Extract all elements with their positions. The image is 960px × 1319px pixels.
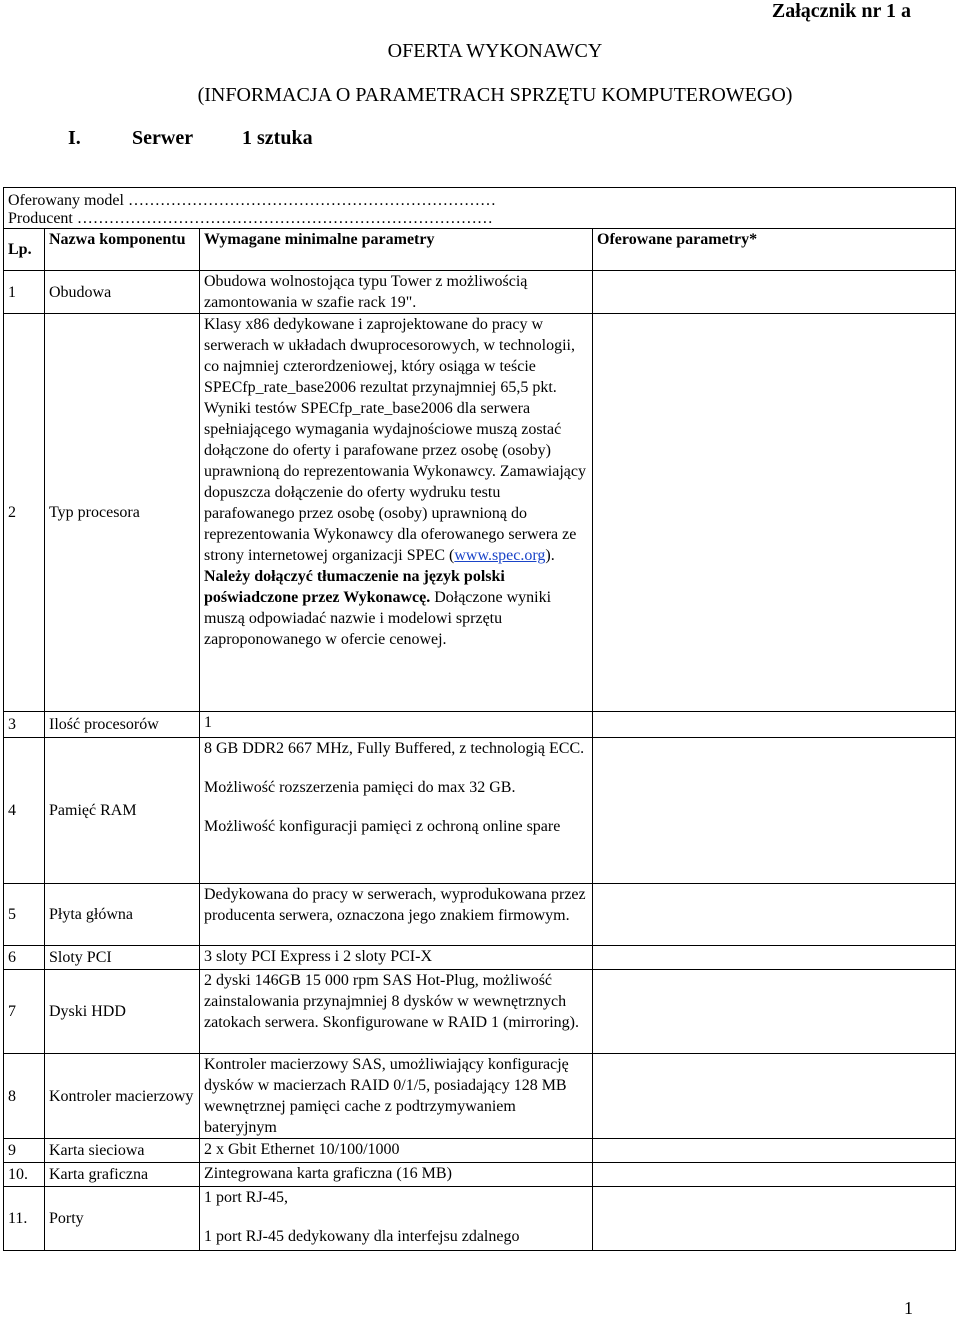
row-required: 2 x Gbit Ethernet 10/100/1000 bbox=[200, 1139, 593, 1163]
row-required: Kontroler macierzowy SAS, umożliwiający konfigurację dysków w macierzach RAID 0/1/5, posiadający 128 MB wewnętrznej pamięci cache z podtrzymywaniem bateryjnym bbox=[200, 1054, 593, 1139]
row-required: 2 dyski 146GB 15 000 rpm SAS Hot-Plug, możliwość zainstalowania przynajmniej 8 dysków w wewnętrznych zatokach serwera. Skonfigurowane w RAID 1 (mirroring). bbox=[200, 970, 593, 1054]
row-component: Typ procesora bbox=[45, 314, 200, 712]
document-subtitle: (INFORMACJA O PARAMETRACH SPRZĘTU KOMPUTEROWEGO) bbox=[197, 84, 793, 106]
table-row bbox=[4, 884, 956, 946]
header-required: Wymagane minimalne parametry bbox=[200, 229, 593, 271]
row-lp: 9 bbox=[4, 1139, 45, 1163]
row-required: 3 sloty PCI Express i 2 sloty PCI-X bbox=[200, 946, 593, 970]
offered-model-field[interactable]: Oferowany model …………………………………………………………… bbox=[8, 192, 496, 209]
row-required: 1 bbox=[200, 712, 593, 738]
table-header-row bbox=[4, 229, 956, 271]
offered-input[interactable] bbox=[593, 1139, 956, 1163]
offered-input[interactable] bbox=[593, 1163, 956, 1187]
offered-input[interactable] bbox=[593, 1054, 956, 1139]
offered-input[interactable] bbox=[593, 738, 956, 884]
table-row bbox=[4, 738, 956, 884]
row-lp: 3 bbox=[4, 712, 45, 738]
document-title: OFERTA WYKONAWCY bbox=[387, 40, 603, 62]
row-lp: 10. bbox=[4, 1163, 45, 1187]
row-component: Płyta główna bbox=[45, 884, 200, 946]
row-lp: 6 bbox=[4, 946, 45, 970]
row-required: Zintegrowana karta graficzna (16 MB) bbox=[200, 1163, 593, 1187]
table-row bbox=[4, 1187, 956, 1251]
spec-link[interactable]: www.spec.org bbox=[454, 547, 546, 564]
row-required: Obudowa wolnostojąca typu Tower z możliwością zamontowania w szafie rack 19". bbox=[200, 271, 593, 314]
row-component: Karta graficzna bbox=[45, 1163, 200, 1187]
row-component: Dyski HDD bbox=[45, 970, 200, 1054]
table-row bbox=[4, 946, 956, 970]
offered-input[interactable] bbox=[593, 712, 956, 738]
section-heading bbox=[68, 127, 313, 150]
offered-input[interactable] bbox=[593, 970, 956, 1054]
header-lp: Lp. bbox=[4, 229, 45, 271]
table-row bbox=[4, 970, 956, 1054]
offered-model-row bbox=[4, 188, 956, 211]
row-lp: 8 bbox=[4, 1054, 45, 1139]
row-component: Sloty PCI bbox=[45, 946, 200, 970]
attachment-label: Załącznik nr 1 a bbox=[771, 0, 911, 22]
page-number: 1 bbox=[904, 1298, 913, 1318]
section-number: I. bbox=[68, 127, 81, 149]
spec-table bbox=[3, 187, 956, 1251]
row-component: Pamięć RAM bbox=[45, 738, 200, 884]
row-lp: 5 bbox=[4, 884, 45, 946]
section-name: Serwer bbox=[132, 127, 194, 149]
section-quantity: 1 sztuka bbox=[242, 127, 313, 149]
row-lp: 4 bbox=[4, 738, 45, 884]
row-component: Porty bbox=[45, 1187, 200, 1251]
row-required: Klasy x86 dedykowane i zaprojektowane do pracy w serwerach w układach dwuprocesorowych, w technologii, co najmniej czterordzeniowej, który osiąga w teście SPECfp_rate_base2006 rezultat przynajmniej 65,5 pkt. Wyniki testów SPECfp_rate_base2006 dla serwera spełniającego wymagania wydajnościowe muszą zostać dołączone do oferty i parafowane przez osobę (osoby) uprawnioną do reprezentowania Wykonawcy. Zamawiający dopuszcza dołączenie do oferty wydruku testu parafowanego przez osobę (osoby) uprawnioną do reprezentowania Wykonawcy dla oferowanego serwera ze strony internetowej organizacji SPEC (www.spec.org). Należy dołączyć tłumaczenie na język polski poświadczone przez Wykonawcę. Dołączone wyniki muszą odpowiadać nazwie i modelowi sprzętu zaproponowanego w ofercie cenowej. bbox=[200, 314, 593, 712]
offered-input[interactable] bbox=[593, 946, 956, 970]
row-required: Dedykowana do pracy w serwerach, wyprodukowana przez producenta serwera, oznaczona jego znakiem firmowym. bbox=[200, 884, 593, 946]
offered-input[interactable] bbox=[593, 1187, 956, 1251]
offered-input[interactable] bbox=[593, 884, 956, 946]
row-required: 1 port RJ-45, 1 port RJ-45 dedykowany dla interfejsu zdalnego bbox=[200, 1187, 593, 1251]
row-required: 8 GB DDR2 667 MHz, Fully Buffered, z technologią ECC. Możliwość rozszerzenia pamięci do max 32 GB. Możliwość konfiguracji pamięci z ochroną online spare bbox=[200, 738, 593, 884]
table-row bbox=[4, 712, 956, 738]
table-row bbox=[4, 1139, 956, 1163]
table-row bbox=[4, 1054, 956, 1139]
producer-row bbox=[4, 210, 956, 229]
row-component: Ilość procesorów bbox=[45, 712, 200, 738]
row-component: Obudowa bbox=[45, 271, 200, 314]
header-offered: Oferowane parametry* bbox=[593, 229, 956, 271]
row-lp: 7 bbox=[4, 970, 45, 1054]
translation-note: Należy dołączyć tłumaczenie na język polski poświadczone przez Wykonawcę. bbox=[204, 568, 505, 606]
table-row bbox=[4, 271, 956, 314]
row-lp: 1 bbox=[4, 271, 45, 314]
table-row bbox=[4, 1163, 956, 1187]
offered-input[interactable] bbox=[593, 271, 956, 314]
producer-field[interactable]: Producent …………………………………………………………………… bbox=[8, 210, 493, 227]
table-row bbox=[4, 314, 956, 712]
row-lp: 11. bbox=[4, 1187, 45, 1251]
offered-input[interactable] bbox=[593, 314, 956, 712]
row-component: Karta sieciowa bbox=[45, 1139, 200, 1163]
row-lp: 2 bbox=[4, 314, 45, 712]
row-component: Kontroler macierzowy bbox=[45, 1054, 200, 1139]
header-name: Nazwa komponentu bbox=[45, 229, 200, 271]
